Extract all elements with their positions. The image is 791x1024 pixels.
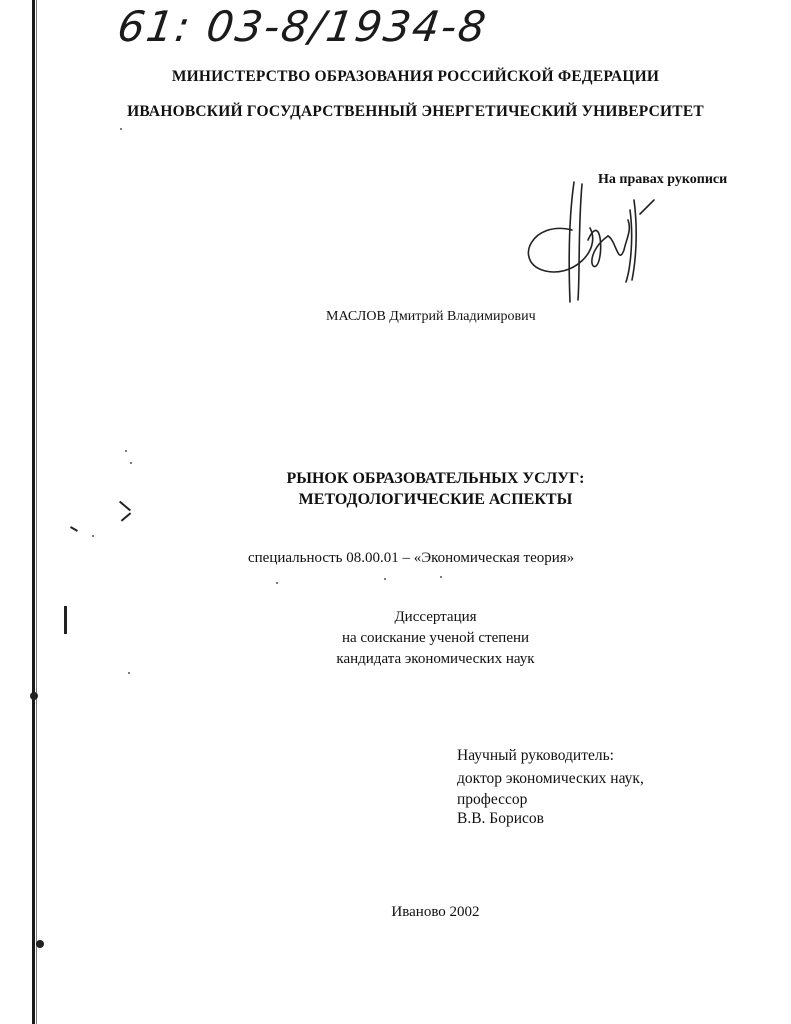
scan-speck: [130, 462, 132, 464]
scan-margin-mark: [36, 940, 44, 948]
author-name: [326, 309, 536, 325]
scan-margin-mark: [70, 526, 78, 532]
university-heading: ИВАНОВСКИЙ ГОСУДАРСТВЕННЫЙ ЭНЕРГЕТИЧЕСКИЙ УНИВЕРСИТЕТ: [127, 103, 704, 120]
scan-binding-shadow: [36, 0, 37, 1024]
scan-speck: [128, 672, 130, 674]
dissertation-type: Диссертация: [394, 609, 477, 625]
scan-margin-mark: [121, 512, 131, 521]
specialty-line: специальность 08.00.01 – «Экономическая теория»: [248, 550, 575, 566]
dissertation-degree: кандидата экономических наук: [336, 651, 535, 667]
dissertation-title-line: МЕТОДОЛОГИЧЕСКИЕ АСПЕКТЫ: [298, 491, 573, 508]
scan-speck: [384, 578, 386, 580]
rights-note: На правах рукописи: [598, 172, 728, 187]
dissertation-title-line: РЫНОК ОБРАЗОВАТЕЛЬНЫХ УСЛУГ:: [286, 470, 585, 487]
signature-icon: [512, 170, 662, 310]
scan-speck: [440, 576, 442, 578]
scan-margin-mark: [30, 692, 38, 700]
dissertation-purpose: на соискание ученой степени: [341, 630, 530, 646]
scan-speck: [92, 535, 94, 537]
city-year: Иваново 2002: [391, 904, 480, 920]
supervisor-rank: профессор: [457, 791, 528, 808]
archive-number: 61: 03-8/1934-8: [114, 2, 491, 51]
supervisor-name: В.В. Борисов: [457, 810, 544, 827]
author-given-names: Дмитрий Владимирович: [389, 309, 536, 324]
scan-speck: [125, 450, 127, 452]
supervisor-degree: доктор экономических наук,: [457, 770, 644, 787]
scan-speck: [120, 128, 122, 130]
author-surname: МАСЛОВ: [326, 309, 386, 324]
ministry-heading: МИНИСТЕРСТВО ОБРАЗОВАНИЯ РОССИЙСКОЙ ФЕДЕРАЦИИ: [171, 68, 660, 85]
scan-speck: [276, 582, 278, 584]
supervisor-label: Научный руководитель:: [457, 747, 614, 764]
scan-binding-line: [32, 0, 35, 1024]
